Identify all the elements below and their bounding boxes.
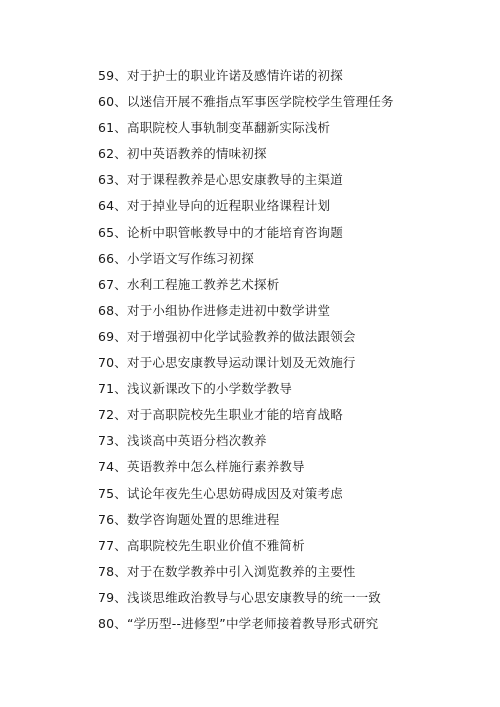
list-item: 74、英语教养中怎么样施行素养教导: [98, 459, 305, 475]
list-item: 70、对于心思安康教导运动课计划及无效施行: [98, 355, 356, 371]
list-item: 60、以迷信开展不雅指点军事医学院校学生管理任务: [98, 94, 394, 110]
list-item: 75、试论年夜先生心思妨碍成因及对策考虑: [98, 485, 343, 501]
list-item: 63、对于课程教养是心思安康教导的主渠道: [98, 172, 343, 188]
list-item: 76、数学咨询题处置的思维进程: [98, 511, 280, 527]
list-item: 66、小学语文写作练习初探: [98, 250, 255, 266]
list-item: 67、水利工程施工教养艺术探析: [98, 276, 280, 292]
topic-list: [98, 63, 493, 637]
list-item: 71、浅议新课改下的小学数学教导: [98, 381, 293, 397]
list-item: 68、对于小组协作进修走进初中数学讲堂: [98, 302, 331, 318]
list-item: 64、对于掉业导向的近程职业络课程计划: [98, 198, 331, 214]
list-item: 77、高职院校先生职业价值不雅简析: [98, 537, 305, 553]
list-item: 61、高职院校人事轨制变革翻新实际浅析: [98, 120, 331, 136]
list-item: 69、对于增强初中化学试验教养的做法跟领会: [98, 328, 356, 344]
list-item: 72、对于高职院校先生职业才能的培育战略: [98, 407, 343, 423]
list-item: 79、浅谈思维政治教导与心思安康教导的统一一致: [98, 589, 382, 605]
list-item: 59、对于护士的职业许诺及感情许诺的初探: [98, 68, 343, 83]
list-item: 73、浅谈高中英语分档次教养: [98, 433, 267, 449]
list-item: 62、初中英语教养的情味初探: [98, 146, 267, 162]
list-item: 80、“学历型--进修型”中学老师接着教导形式研究: [98, 615, 379, 631]
list-item: 65、论析中职管帐教导中的才能培育咨询题: [98, 224, 343, 240]
list-item: 78、对于在数学教养中引入浏览教养的主要性: [98, 563, 356, 579]
